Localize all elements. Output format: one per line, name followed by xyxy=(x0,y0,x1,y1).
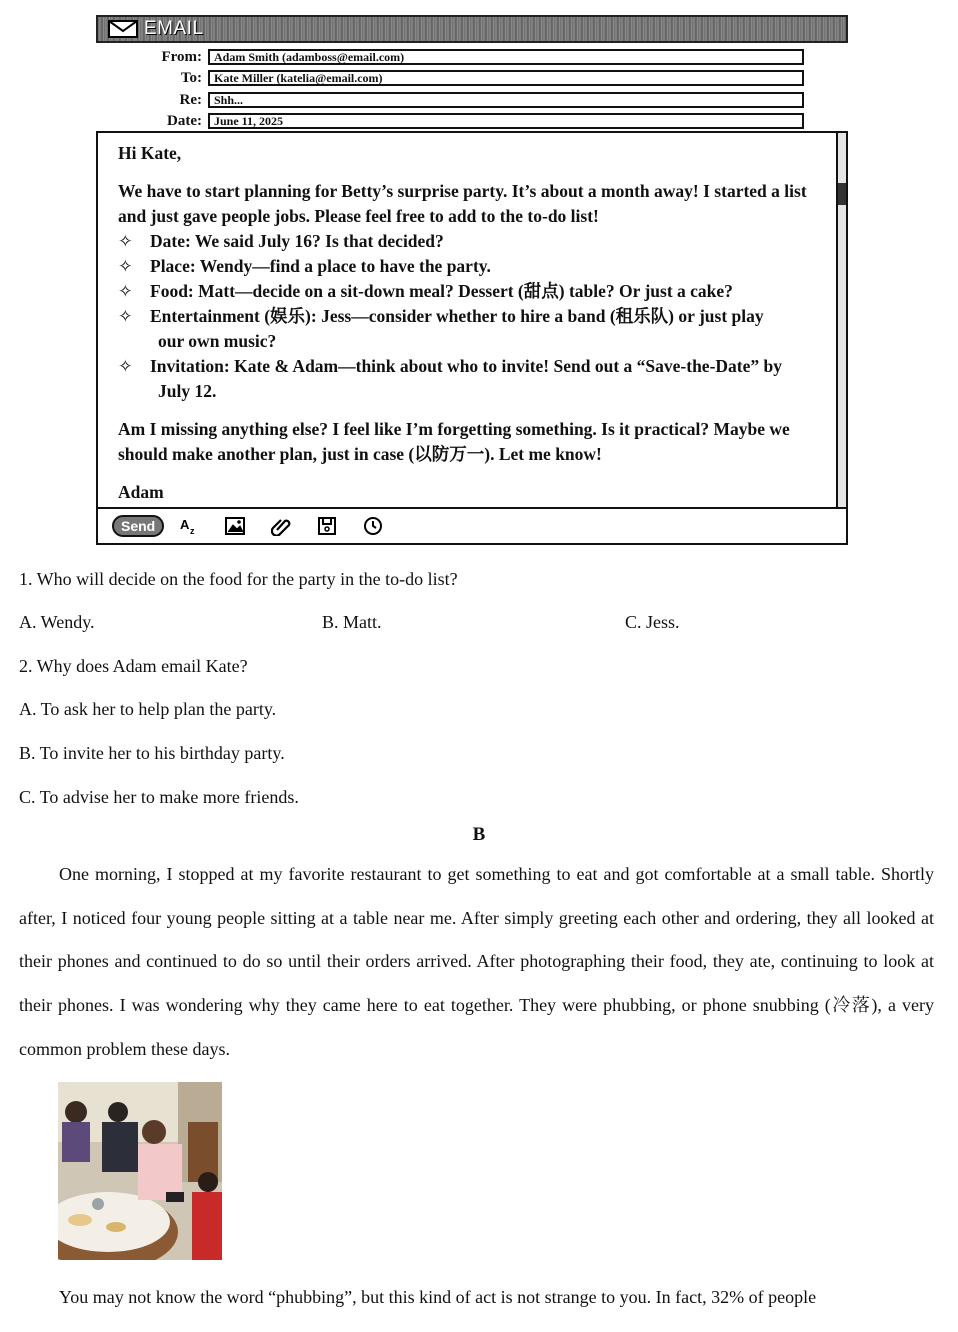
todo-text-continued: our own music? xyxy=(158,331,277,351)
email-window-title: EMAIL xyxy=(144,18,204,39)
bullet-star-icon: ✧ xyxy=(118,356,133,376)
section-b-heading: B xyxy=(472,824,486,845)
question-2-option-b: B. To invite her to his birthday party. xyxy=(19,743,285,763)
todo-item-entertainment xyxy=(118,304,818,354)
re-label: Re: xyxy=(179,91,202,108)
todo-item-place xyxy=(118,254,818,279)
svg-text:z: z xyxy=(190,526,195,536)
todo-text-continued: July 12. xyxy=(158,381,217,401)
image-icon[interactable] xyxy=(224,515,246,537)
todo-label: Food: xyxy=(150,281,194,301)
todo-text: Matt—decide on a sit-down meal? Dessert (甜点) table? Or just a cake? xyxy=(193,281,733,301)
date-field[interactable]: June 11, 2025 xyxy=(208,113,804,129)
email-intro: We have to start planning for Betty’s surprise party. It’s about a month away! I started a list and just gave people jobs. Please feel free to add to the to-do list! xyxy=(118,181,807,226)
clock-icon[interactable] xyxy=(362,515,384,537)
email-toolbar xyxy=(96,509,848,545)
section-b-paragraph-1: One morning, I stopped at my favorite restaurant to get something to eat and got comfortable at a small table. Shortly after, I noticed four young people sitting at a table near me. After simply greeting each other and ordering, they all looked at their phones and continued to do so until their orders arrived. After photographing their food, they ate, continuing to look at their phones. I was wondering why they came here to eat together. They were phubbing, or phone snubbing (冷落), a very common problem these days. xyxy=(19,864,934,1059)
email-closing: Am I missing anything else? I feel like I’m forgetting something. Is it practical? Maybe we should make another plan, just in case (以防万一). Let me know! xyxy=(118,419,790,464)
question-2-option-a: A. To ask her to help plan the party. xyxy=(19,699,277,719)
todo-text: Wendy—find a place to have the party. xyxy=(195,256,491,276)
restaurant-phubbing-photo xyxy=(58,1082,222,1260)
todo-label: Date: xyxy=(150,231,191,251)
todo-list xyxy=(118,229,818,404)
to-field[interactable]: Kate Miller (katelia@email.com) xyxy=(208,70,804,86)
email-greeting: Hi Kate, xyxy=(118,143,182,163)
scrollbar-thumb[interactable] xyxy=(838,183,846,205)
section-b-paragraph-2: You may not know the word “phubbing”, but this kind of act is not strange to you. In fact, 32% of people xyxy=(59,1287,817,1307)
todo-label: Place: xyxy=(150,256,196,276)
email-body[interactable] xyxy=(96,131,848,509)
font-icon[interactable] xyxy=(178,515,200,537)
todo-text: (娱乐): Jess—consider whether to hire a band (租乐队) or just play xyxy=(259,306,764,326)
question-1-option-a: A. Wendy. xyxy=(19,612,95,632)
todo-text: We said July 16? Is that decided? xyxy=(190,231,444,251)
date-label: Date: xyxy=(167,112,202,129)
email-scrollbar[interactable] xyxy=(836,133,846,507)
question-2-option-c: C. To advise her to make more friends. xyxy=(19,787,299,807)
todo-item-invitation xyxy=(118,354,818,404)
attach-icon[interactable] xyxy=(270,515,292,537)
todo-item-food xyxy=(118,279,818,304)
question-1-option-b: B. Matt. xyxy=(322,612,382,632)
envelope-icon xyxy=(108,20,138,38)
re-row xyxy=(150,91,804,109)
bullet-star-icon: ✧ xyxy=(118,306,133,326)
to-label: To: xyxy=(180,69,202,86)
todo-label: Entertainment xyxy=(150,306,260,326)
bullet-star-icon: ✧ xyxy=(118,231,133,251)
date-row xyxy=(150,112,804,130)
save-icon[interactable] xyxy=(316,515,338,537)
svg-text:A: A xyxy=(180,517,190,532)
todo-text: Kate & Adam—think about who to invite! Send out a “Save-the-Date” by xyxy=(229,356,782,376)
from-label: From: xyxy=(161,48,202,65)
bullet-star-icon: ✧ xyxy=(118,256,133,276)
to-row xyxy=(150,69,804,87)
re-field[interactable]: Shh... xyxy=(208,92,804,108)
email-signature: Adam xyxy=(118,482,164,502)
email-titlebar xyxy=(96,15,848,43)
from-row xyxy=(150,48,804,66)
todo-item-date xyxy=(118,229,818,254)
question-2-stem: 2. Why does Adam email Kate? xyxy=(19,656,248,676)
send-button[interactable]: Send xyxy=(112,515,164,537)
todo-label: Invitation: xyxy=(150,356,230,376)
question-1-option-c: C. Jess. xyxy=(625,612,680,632)
question-1-stem: 1. Who will decide on the food for the party in the to-do list? xyxy=(19,569,458,589)
from-field[interactable]: Adam Smith (adamboss@email.com) xyxy=(208,49,804,65)
bullet-star-icon: ✧ xyxy=(118,281,133,301)
